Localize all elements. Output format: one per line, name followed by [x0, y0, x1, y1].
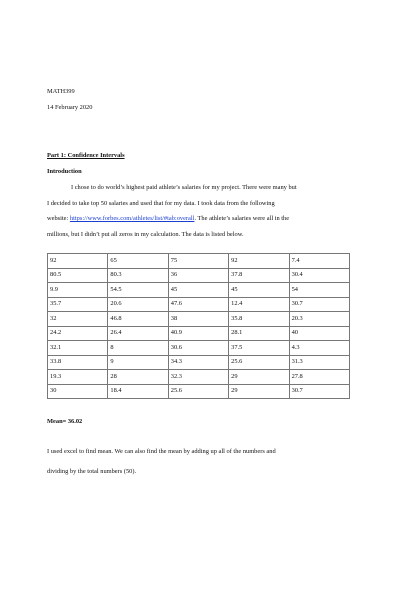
table-row: [48, 268, 350, 283]
table-cell: 30.6: [168, 341, 228, 356]
table-row: [48, 355, 350, 370]
table-cell: 25.6: [168, 384, 228, 399]
table-cell: 28.1: [229, 326, 289, 341]
table-cell: 8: [108, 341, 168, 356]
table-cell: 34.3: [168, 355, 228, 370]
table-row: [48, 326, 350, 341]
mean-line-1: I used excel to find mean. We can also find the mean by adding up all of the numbers and: [47, 448, 276, 455]
table-cell: 30.7: [289, 384, 349, 399]
document-date: 14 February 2020: [47, 104, 93, 111]
table-cell: 36: [168, 268, 228, 283]
table-cell: 28: [108, 370, 168, 385]
table-cell: 75: [168, 254, 228, 269]
table-cell: 25.6: [229, 355, 289, 370]
intro-line-4: millions, but I didn’t put all zeros in my calculation. The data is listed below.: [47, 231, 244, 239]
table-cell: 9: [108, 355, 168, 370]
table-cell: 46.8: [108, 312, 168, 327]
table-cell: 27.8: [289, 370, 349, 385]
table-cell: 20.6: [108, 297, 168, 312]
table-cell: 35.7: [48, 297, 108, 312]
table-cell: 45: [168, 283, 228, 298]
table-row: [48, 312, 350, 327]
table-cell: 54.5: [108, 283, 168, 298]
intro-line-1: I chose to do world’s highest paid athlete’s salaries for my project. There were many but: [71, 184, 297, 191]
table-cell: 24.2: [48, 326, 108, 341]
table-cell: 80.5: [48, 268, 108, 283]
mean-label: Mean= 36.02: [47, 418, 83, 425]
table-cell: 12.4: [229, 297, 289, 312]
table-cell: 80.3: [108, 268, 168, 283]
mean-paragraph: [47, 442, 350, 482]
table-cell: 45: [229, 283, 289, 298]
table-row: [48, 283, 350, 298]
intro-paragraph: [47, 180, 350, 243]
forbes-link[interactable]: https://www.forbes.com/athletes/list/#tab:overall: [69, 215, 195, 223]
table-cell: 92: [48, 254, 108, 269]
table-row: [48, 341, 350, 356]
table-cell: 38: [168, 312, 228, 327]
intro-line-2: I decided to take top 50 salaries and used that for my data. I took data from the following: [47, 199, 275, 207]
table-row: [48, 254, 350, 269]
table-cell: 37.5: [229, 341, 289, 356]
table-cell: 18.4: [108, 384, 168, 399]
table-cell: 54: [289, 283, 349, 298]
intro-line-3: website: https://www.forbes.com/athletes/list/#tab:overall. The athlete’s salaries were all in the: [47, 215, 290, 223]
table-cell: 30: [48, 384, 108, 399]
table-cell: 30.4: [289, 268, 349, 283]
table-cell: 31.3: [289, 355, 349, 370]
table-cell: 32: [48, 312, 108, 327]
table-cell: 30.7: [289, 297, 349, 312]
salary-table: [47, 253, 350, 399]
table-cell: 32.3: [168, 370, 228, 385]
table-cell: 40.9: [168, 326, 228, 341]
table-cell: 7.4: [289, 254, 349, 269]
course-code: MATH399: [47, 88, 75, 95]
table-cell: 65: [108, 254, 168, 269]
section-subtitle: Introduction: [47, 168, 82, 175]
table-cell: 9.9: [48, 283, 108, 298]
table-cell: 19.3: [48, 370, 108, 385]
table-cell: 32.1: [48, 341, 108, 356]
table-cell: 47.6: [168, 297, 228, 312]
table-cell: 26.4: [108, 326, 168, 341]
table-cell: 35.8: [229, 312, 289, 327]
table-cell: 92: [229, 254, 289, 269]
table-cell: 20.3: [289, 312, 349, 327]
table-cell: 29: [229, 384, 289, 399]
table-cell: 40: [289, 326, 349, 341]
table-cell: 29: [229, 370, 289, 385]
table-row: [48, 370, 350, 385]
table-cell: 4.3: [289, 341, 349, 356]
mean-line-2: dividing by the total numbers (50).: [47, 468, 137, 475]
table-cell: 37.8: [229, 268, 289, 283]
table-row: [48, 384, 350, 399]
table-cell: 33.8: [48, 355, 108, 370]
section-title: Part 1: Confidence Intervals: [47, 152, 125, 159]
table-row: [48, 297, 350, 312]
